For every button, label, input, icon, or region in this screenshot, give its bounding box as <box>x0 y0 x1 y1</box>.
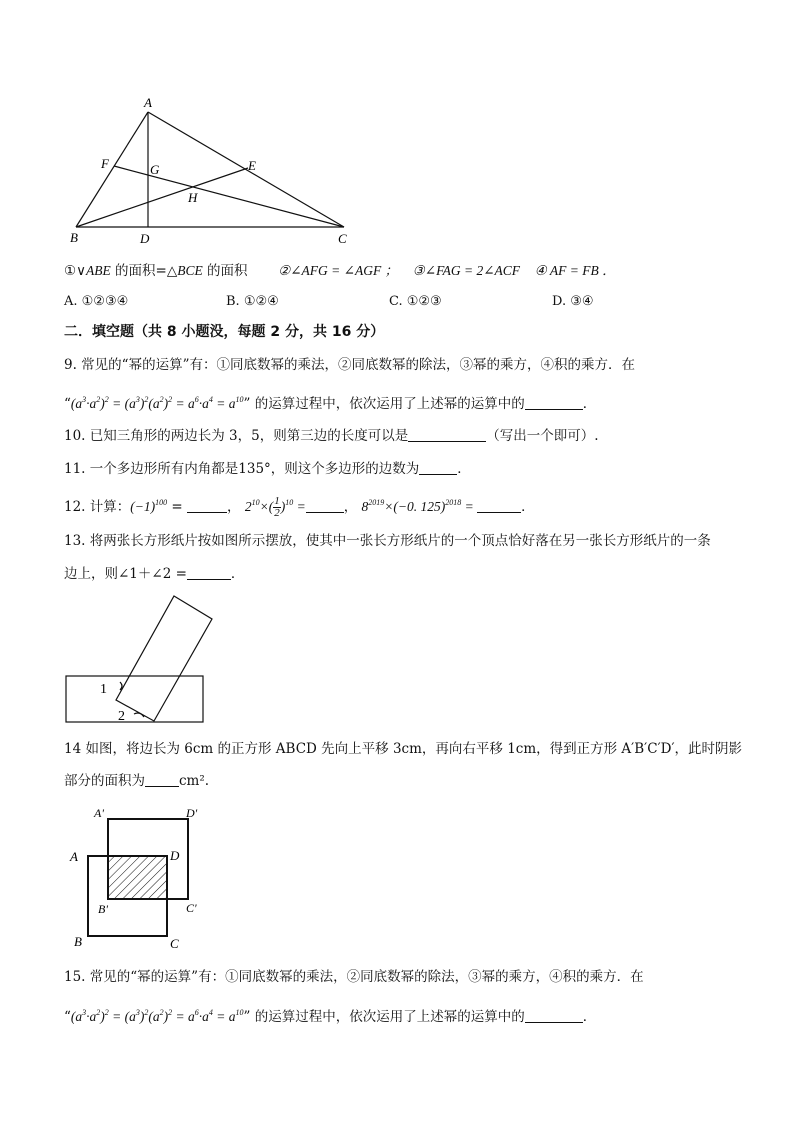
q10-answer-blank[interactable] <box>408 427 486 442</box>
label-D-prime: D' <box>186 806 198 820</box>
label-A-prime: A' <box>94 806 104 820</box>
q13-line2: 边上，则∠1＋∠2 = ． <box>64 566 245 582</box>
label-A: A <box>70 849 78 864</box>
q9-expression: $(a^3\cdot a^2)^2 = (a^3)^2(a^2)^2 = a^6\cdot a^4 = a^{10}$ <box>70 395 244 411</box>
option-c[interactable]: C. ①②③ <box>389 294 442 309</box>
q15-expression: $(a^3\cdot a^2)^2 = (a^3)^2(a^2)^2 = a^6\cdot a^4 = a^{10}$ <box>70 1008 244 1024</box>
q12: 12. 计算：$(-1)^{100}$ = ， $2^{10}\times$( $\frac{1}{2}$ )$^{10}$ = ， $8^{2019}\times(-0$. 125)$^{2018}$ = ． <box>64 495 535 520</box>
section-heading: 二．填空题（共 8 小题没，每题 2 分，共 16 分） <box>64 324 385 340</box>
rectangles-figure <box>60 590 220 725</box>
q15-line2: “$(a^3\cdot a^2)^2 = (a^3)^2(a^2)^2 = a^6\cdot a^4 = a^{10}$” 的运算过程中，依次运用了上述幂的运算中的 ． <box>64 1008 597 1025</box>
statement-2: ②∠AFG = ∠AGF ； <box>278 263 399 278</box>
label-F: F <box>101 156 109 171</box>
q11: 11. 一个多边形所有内角都是135°，则这个多边形的边数为 ． <box>64 461 471 477</box>
q10: 10. 已知三角形的两边长为 3，5，则第三边的长度可以是 （写出一个即可）. <box>64 428 599 444</box>
label-B-prime: B' <box>98 902 108 916</box>
label-D: D <box>170 848 180 863</box>
q15-answer-blank[interactable] <box>525 1008 583 1023</box>
triangle-figure <box>60 90 360 250</box>
label-B: B <box>74 934 82 949</box>
option-b[interactable]: B. ①②④ <box>226 294 279 309</box>
squares-figure <box>60 800 230 960</box>
label-G: G <box>150 162 160 177</box>
q8-statements: ①∨ABE 的面积=△BCE 的面积 ②∠AFG = ∠AGF ； ③∠FAG = 2∠ACF ④ AF = FB ． <box>64 263 616 279</box>
q12-blank-2[interactable] <box>306 498 344 513</box>
q14-answer-blank[interactable] <box>145 772 179 787</box>
label-B: B <box>70 230 78 245</box>
q14-line2: 部分的面积为 cm². <box>64 773 210 789</box>
option-a[interactable]: A. ①②③④ <box>64 294 129 309</box>
q13-line1: 13. 将两张长方形纸片按如图所示摆放，使其中一张长方形纸片的一个顶点恰好落在另一张长方形纸片的一条 <box>64 533 711 549</box>
label-A: A <box>144 95 152 110</box>
label-C: C <box>338 231 347 246</box>
angle-1-label: 1 <box>100 682 107 697</box>
q15-line1: 15. 常见的“幂的运算”有：①同底数幂的乘法，②同底数幂的除法，③幂的乘方，④积的乘方．在 <box>64 969 644 985</box>
angle-2-label: 2 <box>118 709 125 724</box>
q11-answer-blank[interactable] <box>419 460 457 475</box>
q14-line1: 14 如图，将边长为 6cm 的正方形 ABCD 先向上平移 3cm，再向右平移 1cm，得到正方形 A′B′C′D′，此时阴影 <box>64 741 743 757</box>
q12-blank-1[interactable] <box>187 498 227 513</box>
statement-4: ④ AF = FB ． <box>534 263 616 278</box>
statement-3: ③∠FAG = 2∠ACF <box>412 263 521 278</box>
q13-answer-blank[interactable] <box>187 565 231 580</box>
label-D: D <box>140 231 150 246</box>
q12-blank-3[interactable] <box>477 498 521 513</box>
q9-line2: “$(a^3\cdot a^2)^2 = (a^3)^2(a^2)^2 = a^6\cdot a^4 = a^{10}$” 的运算过程中，依次运用了上述幂的运算中的 ． <box>64 395 597 412</box>
q9-line1: 9. 常见的“幂的运算”有：①同底数幂的乘法，②同底数幂的除法，③幂的乘方，④积的乘方．在 <box>64 357 635 373</box>
label-C: C <box>170 936 179 951</box>
label-H: H <box>188 190 198 205</box>
option-d[interactable]: D. ③④ <box>552 294 594 309</box>
q9-answer-blank[interactable] <box>525 395 583 410</box>
label-C-prime: C' <box>186 901 197 915</box>
label-E: E <box>248 158 256 173</box>
